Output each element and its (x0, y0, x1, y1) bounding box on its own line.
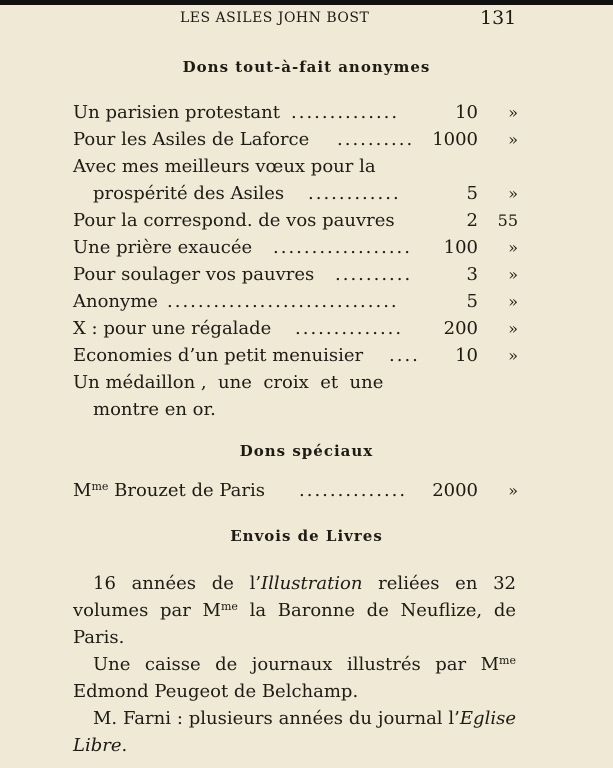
leader-dots: ............ (308, 183, 401, 204)
leader-dots: .............. (291, 102, 400, 123)
amount: 3 (466, 264, 478, 285)
amount: 5 (466, 183, 478, 204)
list-item (93, 397, 518, 423)
amount: 100 (443, 237, 478, 258)
amount: 10 (455, 102, 478, 123)
section-title-anonymous: Dons tout-à-fait anonymes (182, 58, 431, 76)
cents: » (508, 481, 518, 500)
list-item (93, 181, 518, 207)
donor-text: Anonyme (73, 291, 158, 312)
leader-dots: .................. (273, 237, 412, 258)
donor-text: prospérité des Asiles (93, 183, 285, 204)
leader-dots: .............. (295, 318, 404, 339)
amount: 200 (443, 318, 478, 339)
leader-dots: .... (389, 345, 420, 366)
section-title-special: Dons spéciaux (239, 442, 374, 460)
special-donation (73, 478, 518, 504)
list-item (73, 127, 518, 153)
donor-text: Un parisien protestant (73, 102, 280, 123)
cents: » (508, 130, 518, 149)
list-item (73, 370, 518, 396)
leader-dots: .......... (337, 129, 415, 150)
leader-dots: .............................. (167, 291, 399, 312)
donor-text: $M^{me}$ Brouzet de Paris (73, 480, 265, 501)
books-paragraph-1: 16 années de l’Illustration reliées en 32 volumes par $M^{me}$ la Baronne de Neuflize, de Paris. (73, 573, 516, 648)
donor-text: Pour la correspond. de vos pauvres (73, 210, 395, 231)
cents: 55 (497, 211, 518, 230)
cents: » (508, 184, 518, 203)
list-item (73, 289, 518, 315)
amount: 10 (455, 345, 478, 366)
list-item (73, 316, 518, 342)
cents: » (508, 103, 518, 122)
cents: » (508, 292, 518, 311)
amount: 2 (466, 210, 478, 231)
leader-dots: .......... (335, 264, 413, 285)
list-item (73, 343, 518, 369)
section-title-books: Envois de Livres (230, 527, 383, 545)
books-paragraph-3: M. Farni : plusieurs années du journal l’Eglise Libre. (73, 708, 516, 756)
leader-dots: .............. (299, 480, 408, 501)
list-item (73, 100, 518, 126)
donor-text: Un médaillon , une croix et une (73, 372, 384, 393)
list-item (73, 154, 518, 180)
amount: 2000 (432, 480, 478, 501)
list-item (73, 208, 518, 234)
cents: » (508, 346, 518, 365)
top-border (0, 0, 613, 5)
amount: 1000 (432, 129, 478, 150)
list-item (73, 262, 518, 288)
donor-text: Pour les Asiles de Laforce (73, 129, 310, 150)
donor-text: Une prière exaucée (73, 237, 253, 258)
donor-text: montre en or. (93, 399, 216, 420)
page-number: 131 (480, 7, 517, 29)
amount: 5 (466, 291, 478, 312)
cents: » (508, 319, 518, 338)
donor-text: X : pour une régalade (73, 318, 272, 339)
running-head: LES ASILES JOHN BOST (180, 10, 370, 26)
donor-text: Economies d’un petit menuisier (73, 345, 364, 366)
books-paragraph-2: Une caisse de journaux illustrés par $M^{me}$ Edmond Peugeot de Belchamp. (73, 654, 516, 702)
donor-text: Avec mes meilleurs vœux pour la (73, 156, 376, 177)
cents: » (508, 265, 518, 284)
cents: » (508, 238, 518, 257)
donor-text: Pour soulager vos pauvres (73, 264, 315, 285)
list-item (73, 235, 518, 261)
